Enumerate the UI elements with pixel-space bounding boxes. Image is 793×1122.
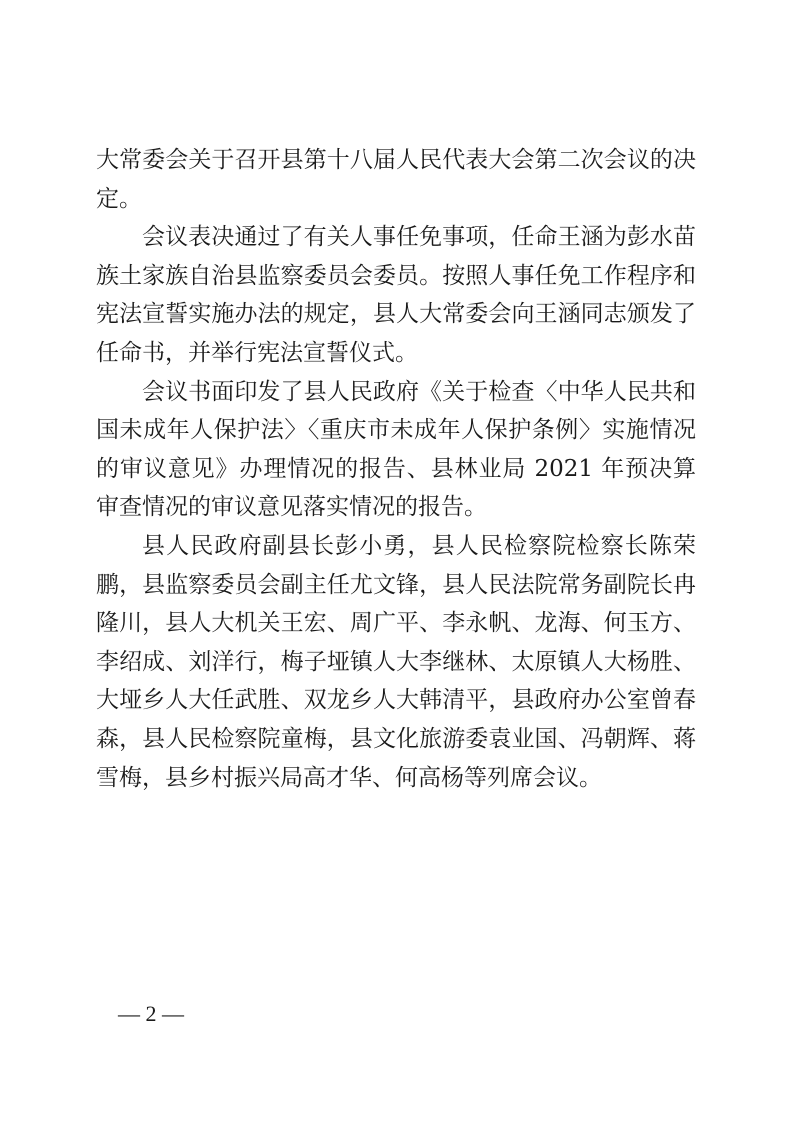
- paragraph-2: 会议表决通过了有关人事任免事项，任命王涵为彭水苗族土家族自治县监察委员会委员。按照人事任免工作程序和宪法宣誓实施办法的规定，县人大常委会向王涵同志颁发了任命书，并举行宪法宣誓仪式。: [96, 224, 696, 366]
- paragraph-1: 大常委会关于召开县第十八届人民代表大会第二次会议的决定。: [96, 147, 696, 212]
- paragraph-4: 县人民政府副县长彭小勇，县人民检察院检察长陈荣鹏，县监察委员会副主任尤文锋，县人民法院常务副院长冉隆川，县人大机关王宏、周广平、李永帆、龙海、何玉方、李绍成、刘洋行，梅子垭镇人大李继林、太原镇人大杨胜、大垭乡人大任武胜、双龙乡人大韩清平，县政府办公室曾春森，县人民检察院童梅，县文化旅游委袁业国、冯朝辉、蒋雪梅，县乡村振兴局高才华、何高杨等列席会议。: [96, 532, 696, 791]
- paragraph-3: 会议书面印发了县人民政府《关于检查〈中华人民共和国未成年人保护法〉〈重庆市未成年人保护条例〉实施情况的审议意见》办理情况的报告、县林业局 2021 年预决算审查情况的审议意见落实情况的报告。: [96, 378, 696, 521]
- document-body: [96, 141, 696, 797]
- page-number: — 2 —: [118, 1001, 184, 1026]
